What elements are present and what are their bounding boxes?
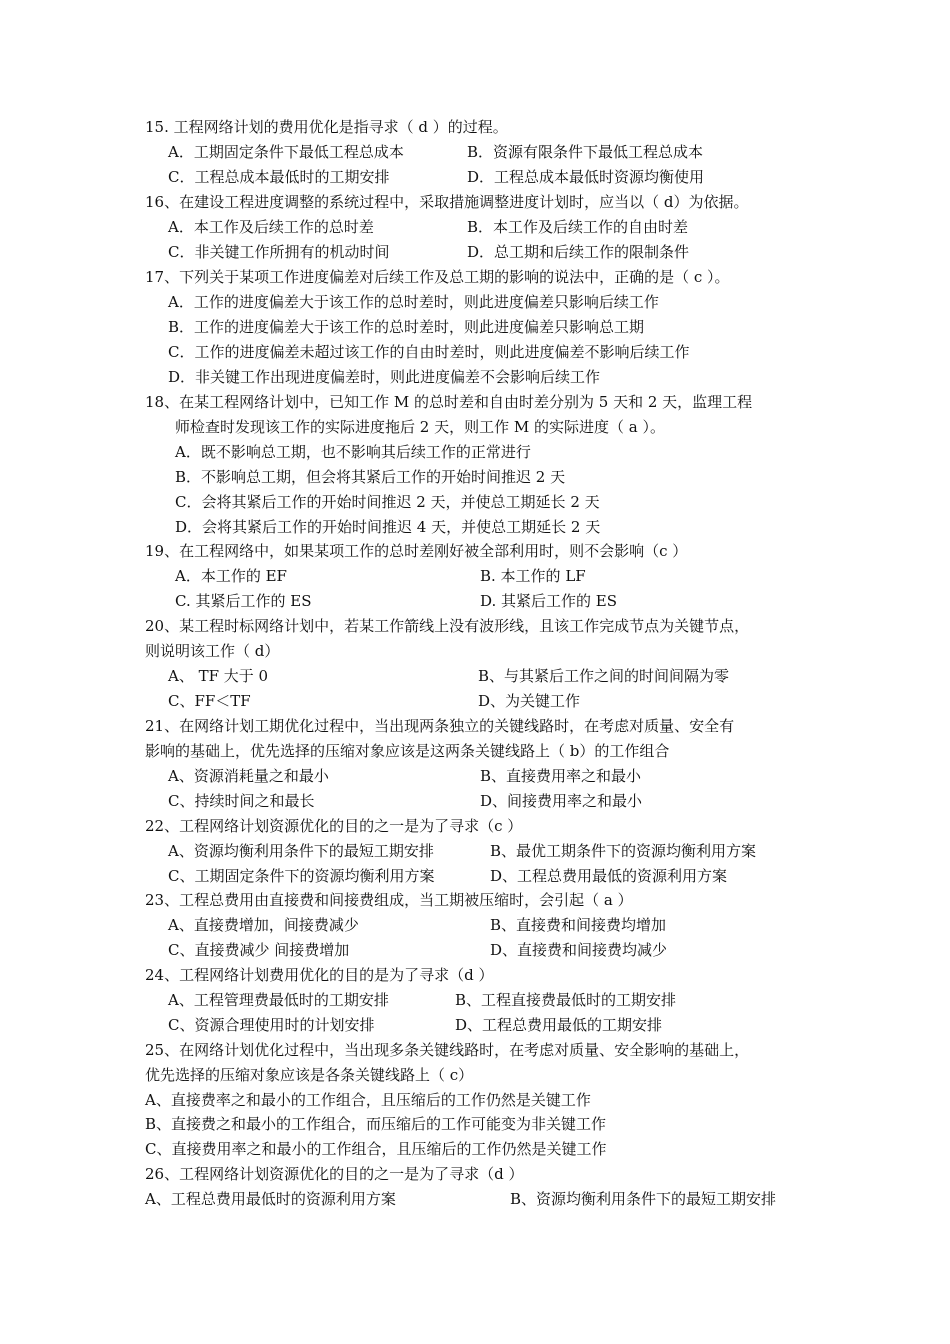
text-line: C．工作的进度偏差未超过该工作的自由时差时，则此进度偏差不影响后续工作 — [168, 343, 690, 361]
text-line: B、直接费之和最小的工作组合，而压缩后的工作可能变为非关键工作 — [145, 1115, 607, 1133]
text-line: D．工程总成本最低时资源均衡使用 — [467, 168, 705, 186]
text-line: 16、在建设工程进度调整的系统过程中，采取措施调整进度计划时，应当以（ d）为依据。 — [145, 193, 749, 211]
text-line: 18、在某工程网络计划中，已知工作 M 的总时差和自由时差分别为 5 天和 2 天，监理工程 — [145, 393, 753, 411]
text-line: A．本工作的 EF — [175, 567, 287, 585]
text-line: B、与其紧后工作之间的时间间隔为零 — [478, 667, 730, 685]
text-line: 25、在网络计划优化过程中，当出现多条关键线路时，在考虑对质量、安全影响的基础上， — [145, 1041, 750, 1059]
text-line: A、资源均衡利用条件下的最短工期安排 — [168, 842, 434, 860]
text-line: A、直接费率之和最小的工作组合，且压缩后的工作仍然是关键工作 — [145, 1091, 591, 1109]
text-line: D．总工期和后续工作的限制条件 — [467, 243, 690, 261]
text-line: 20、某工程时标网络计划中，若某工作箭线上没有波形线，且该工作完成节点为关键节点， — [145, 617, 750, 635]
text-line: C．非关键工作所拥有的机动时间 — [168, 243, 390, 261]
text-line: A、工程管理费最低时的工期安排 — [168, 991, 389, 1009]
text-line: D. 其紧后工作的 ES — [480, 592, 618, 610]
text-line: 19、在工程网络中，如果某项工作的总时差刚好被全部利用时，则不会影响（c ） — [145, 542, 688, 560]
text-line: A、资源消耗量之和最小 — [168, 767, 329, 785]
text-line: A．本工作及后续工作的总时差 — [168, 218, 374, 236]
text-line: D、为关键工作 — [478, 692, 581, 710]
text-line: B. 本工作的 LF — [480, 567, 586, 585]
text-line: C、持续时间之和最长 — [168, 792, 315, 810]
text-line: C．会将其紧后工作的开始时间推迟 2 天，并使总工期延长 2 天 — [175, 493, 600, 511]
text-line: B．资源有限条件下最低工程总成本 — [467, 143, 704, 161]
text-line: D．非关键工作出现进度偏差时，则此进度偏差不会影响后续工作 — [168, 368, 601, 386]
text-line: B、直接费和间接费均增加 — [490, 916, 667, 934]
text-line: B、最优工期条件下的资源均衡利用方案 — [490, 842, 757, 860]
text-line: 师检查时发现该工作的实际进度拖后 2 天，则工作 M 的实际进度（ a ）。 — [175, 418, 665, 436]
text-line: 23、工程总费用由直接费和间接费组成，当工期被压缩时，会引起（ a ） — [145, 891, 633, 909]
text-line: 则说明该工作（ d） — [145, 642, 280, 660]
text-line: 24、工程网络计划费用优化的目的是为了寻求（d ） — [145, 966, 494, 984]
text-line: A．既不影响总工期，也不影响其后续工作的正常进行 — [175, 443, 531, 461]
text-line: C. 其紧后工作的 ES — [175, 592, 312, 610]
text-line: C、直接费用率之和最小的工作组合，且压缩后的工作仍然是关键工作 — [145, 1140, 607, 1158]
text-line: B．不影响总工期，但会将其紧后工作的开始时间推迟 2 天 — [175, 468, 566, 486]
text-line: 15. 工程网络计划的费用优化是指寻求（ d ）的过程。 — [145, 118, 508, 136]
text-line: 17、下列关于某项工作进度偏差对后续工作及总工期的影响的说法中，正确的是（ c ）。 — [145, 268, 730, 286]
text-line: 26、工程网络计划资源优化的目的之一是为了寻求（d ） — [145, 1165, 524, 1183]
text-line: A、直接费增加，间接费减少 — [168, 916, 359, 934]
text-line: 21、在网络计划工期优化过程中，当出现两条独立的关键线路时，在考虑对质量、安全有 — [145, 717, 735, 735]
text-line: B．本工作及后续工作的自由时差 — [467, 218, 689, 236]
text-line: 优先选择的压缩对象应该是各条关键线路上（ c） — [145, 1066, 474, 1084]
text-line: A．工作的进度偏差大于该工作的总时差时，则此进度偏差只影响后续工作 — [168, 293, 659, 311]
text-line: B、工程直接费最低时的工期安排 — [455, 991, 677, 1009]
text-line: C、直接费减少 间接费增加 — [168, 941, 350, 959]
text-line: B、直接费用率之和最小 — [480, 767, 642, 785]
text-line: C．工程总成本最低时的工期安排 — [168, 168, 390, 186]
text-line: B．工作的进度偏差大于该工作的总时差时，则此进度偏差只影响总工期 — [168, 318, 645, 336]
text-line: C、工期固定条件下的资源均衡利用方案 — [168, 867, 435, 885]
text-line: B、资源均衡利用条件下的最短工期安排 — [510, 1190, 777, 1208]
text-line: 影响的基础上，优先选择的压缩对象应该是这两条关键线路上（ b）的工作组合 — [145, 742, 670, 760]
text-line: D、间接费用率之和最小 — [480, 792, 643, 810]
text-line: C、FF＜TF — [168, 692, 251, 710]
text-line: D、直接费和间接费均减少 — [490, 941, 668, 959]
text-line: D．会将其紧后工作的开始时间推迟 4 天，并使总工期延长 2 天 — [175, 518, 601, 536]
text-line: 22、工程网络计划资源优化的目的之一是为了寻求（c ） — [145, 817, 523, 835]
text-line: A、工程总费用最低时的资源利用方案 — [145, 1190, 396, 1208]
text-line: D、工程总费用最低的资源利用方案 — [490, 867, 728, 885]
text-line: D、工程总费用最低的工期安排 — [455, 1016, 663, 1034]
text-line: A．工期固定条件下最低工程总成本 — [168, 143, 404, 161]
text-line: C、资源合理使用时的计划安排 — [168, 1016, 375, 1034]
text-line: A、 TF 大于 0 — [168, 667, 269, 685]
